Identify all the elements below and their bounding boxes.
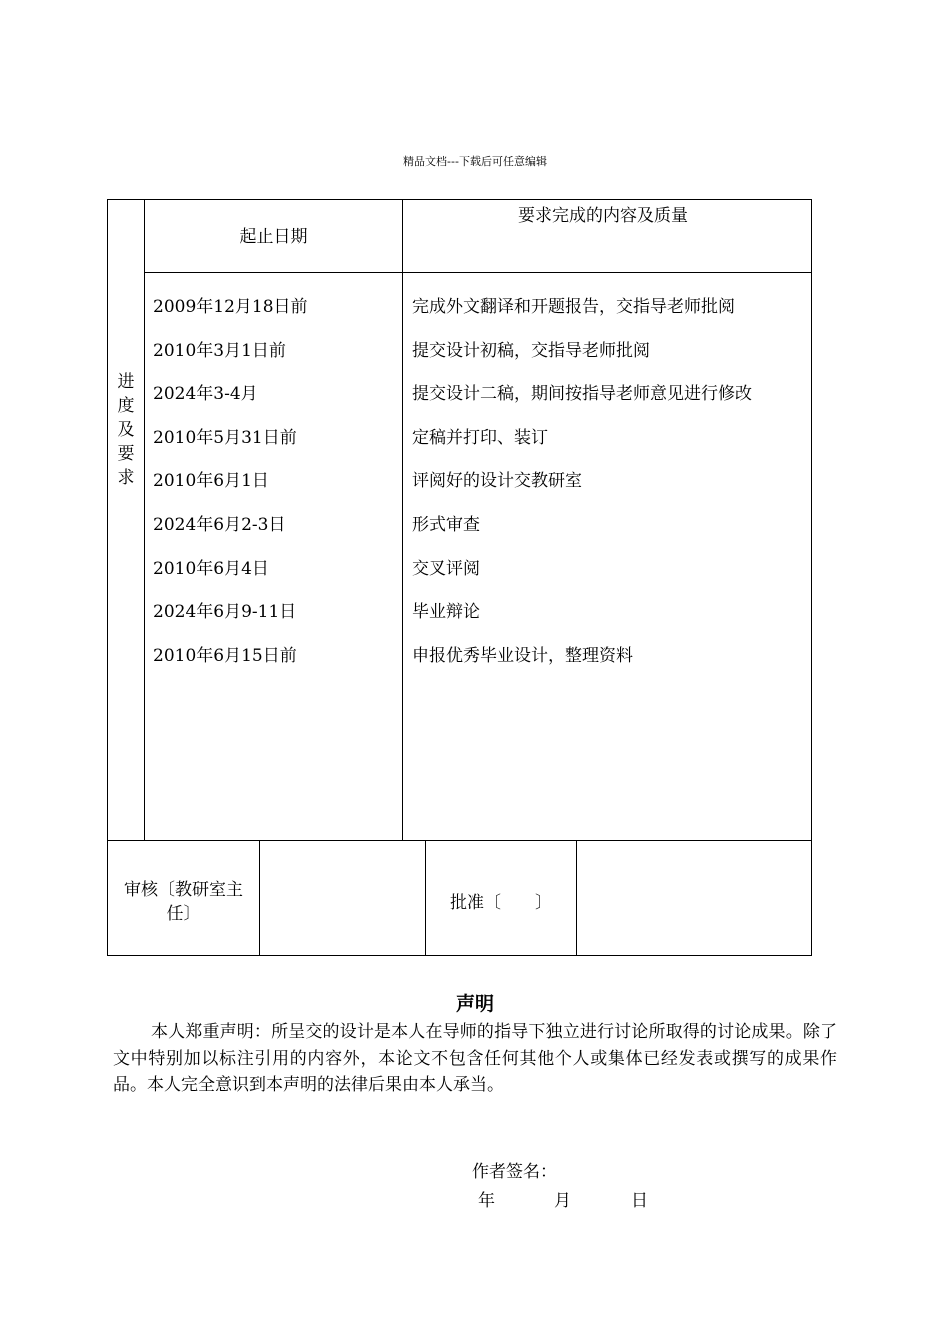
date-list	[153, 296, 308, 688]
review-label-line: 审核〔教研室主	[124, 880, 243, 900]
side-label-char: 进	[117, 372, 135, 392]
date-item: 2010年6月1日	[153, 471, 269, 492]
task-item: 毕业辩论	[412, 602, 480, 623]
approve-signature-cell[interactable]	[577, 841, 811, 955]
review-signature-cell[interactable]	[260, 841, 425, 955]
date-item: 2024年6月9-11日	[153, 602, 297, 623]
task-item: 申报优秀毕业设计，整理资料	[412, 645, 633, 666]
date-item: 2010年3月1日前	[153, 340, 286, 361]
task-item: 提交设计二稿，期间按指导老师意见进行修改	[412, 384, 752, 405]
author-signature-label: 作者签名：	[472, 1162, 557, 1182]
task-item: 提交设计初稿，交指导老师批阅	[412, 340, 650, 361]
year-label: 年	[478, 1191, 495, 1211]
declaration-title: 声明	[455, 993, 494, 1015]
date-item: 2024年3-4月	[153, 384, 258, 405]
side-label-char: 求	[117, 468, 135, 488]
task-item: 交叉评阅	[412, 558, 480, 579]
review-label	[108, 878, 259, 926]
header-row-divider	[144, 272, 812, 273]
side-label-char: 及	[117, 420, 135, 440]
day-label: 日	[631, 1191, 648, 1211]
task-list	[412, 296, 752, 688]
date-item: 2009年12月18日前	[153, 297, 308, 317]
task-item: 定稿并打印、装订	[412, 427, 548, 448]
date-item: 2010年5月31日前	[153, 427, 297, 448]
side-label-char: 度	[117, 396, 135, 416]
progress-requirements-label	[108, 370, 144, 490]
declaration-body: 本人郑重声明：所呈交的设计是本人在导师的指导下独立进行讨论所取得的讨论成果。除了文中特别加以标注引用的内容外，本论文不包含任何其他个人或集体已经发表或撰写的成果作品。本人完全意识到本声明的法律后果由本人承当。	[113, 1022, 837, 1095]
date-task-divider	[402, 199, 403, 841]
side-label-char: 要	[117, 444, 135, 464]
task-column-header: 要求完成的内容及质量	[518, 206, 688, 226]
task-item: 完成外文翻译和开题报告，交指导老师批阅	[412, 297, 735, 317]
review-label-line: 任〕	[166, 904, 201, 924]
date-column-header: 起止日期	[239, 227, 308, 247]
page-header: 精品文档---下载后可任意编辑	[403, 155, 547, 168]
side-column-divider	[144, 199, 145, 841]
date-item: 2024年6月2-3日	[153, 514, 286, 535]
approve-label: 批准〔 〕	[450, 893, 552, 913]
task-item: 评阅好的设计交教研室	[412, 471, 582, 492]
task-item: 形式审查	[412, 514, 480, 535]
date-item: 2010年6月15日前	[153, 645, 297, 666]
month-label: 月	[554, 1191, 571, 1211]
date-item: 2010年6月4日	[153, 558, 269, 579]
